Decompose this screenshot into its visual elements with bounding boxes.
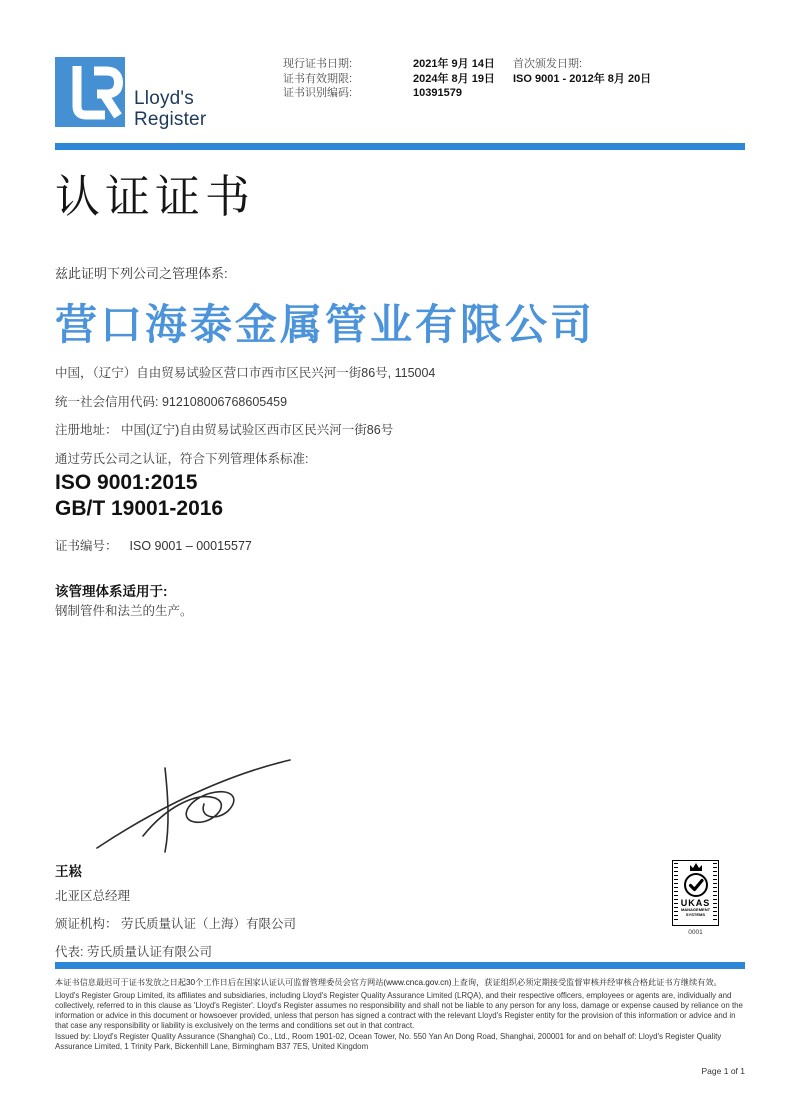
scope-text: 钢制管件和法兰的生产。	[55, 604, 193, 618]
wordmark-line1: Lloyd's	[134, 88, 194, 109]
page-number: Page 1 of 1	[701, 1066, 745, 1076]
on-behalf-line: 代表: 劳氏质量认证有限公司	[55, 945, 212, 959]
lloyds-register-logo-icon	[55, 57, 125, 127]
ukas-number: 0001	[688, 929, 703, 936]
intro-line: 兹此证明下列公司之管理体系:	[55, 266, 228, 281]
wordmark-line2: Register	[134, 109, 207, 130]
footer-divider-bar	[55, 962, 745, 969]
footer-en-disclaimer: Lloyd's Register Group Limited, its affiliates and subsidiaries, including Lloyd's Register Quality Assurance Limited (LRQA), and their respective officers, employees or agents are, individually and collectively, referred to in this clause as 'Lloyd's Register'. Lloyd's Register assumes no responsibility and shall not be liable to any person for any loss, damage or expense caused by reliance on the information or advice in this document or howsoever provided, unless that person has signed a contract with the relevant Lloyd's Register entity for the provision of this information or advice and in that case any responsibility or liability is exclusively on the terms and conditions set out in that contract.	[55, 991, 743, 1030]
header-divider-bar	[55, 143, 745, 150]
cert-expiry-label: 证书有效期限:	[283, 72, 353, 85]
ukas-sub	[681, 908, 710, 917]
signatory-name: 王崧	[55, 864, 82, 879]
company-address: 中国，（辽宁）自由贸易试验区营口市西市区民兴河一街86号, 115004	[55, 366, 436, 380]
cert-identity-label: 证书识别编码:	[283, 87, 353, 99]
registered-address-line: 注册地址： 中国(辽宁)自由贸易试验区西市区民兴河一街86号	[55, 423, 394, 437]
footer	[55, 977, 747, 1052]
scope-heading: 该管理体系适用于:	[55, 584, 168, 599]
ukas-word: UKAS	[680, 898, 711, 908]
lloyds-register-wordmark	[134, 88, 206, 130]
first-issue-value: ISO 9001 - 2012年 8月 20日	[513, 72, 652, 85]
first-issue-block	[513, 57, 651, 86]
company-name: 营口海泰金属管业有限公司	[55, 301, 596, 348]
current-cert-date-label: 现行证书日期:	[283, 58, 353, 70]
signature-image	[85, 748, 315, 863]
ukas-ticks-right	[713, 863, 717, 923]
issuing-office-line: 颁证机构： 劳氏质量认证（上海）有限公司	[55, 917, 296, 931]
footer-cn-notice: 本证书信息最迟可于证书发放之日起30个工作日后在国家认证认可监督管理委员会官方网站(www.cnca.gov.cn)上查询，获证组织必须定期接受监督审核并经审核合格此证书方继续有效。	[55, 978, 722, 987]
ukas-sub-line2: SYSTEMS	[685, 911, 706, 917]
check-circle-icon	[683, 872, 709, 898]
certificate-number-value: ISO 9001 – 00015577	[129, 539, 252, 553]
first-issue-label: 首次颁发日期:	[513, 58, 583, 70]
signatory-title: 北亚区总经理	[55, 889, 131, 903]
certificate-meta-values	[413, 57, 495, 101]
standard-iso-9001: ISO 9001:2015	[55, 471, 198, 494]
ukas-inner	[679, 862, 712, 924]
approval-statement-line: 通过劳氏公司之认证，符合下列管理体系标准:	[55, 452, 309, 466]
ukas-accreditation-mark-icon	[672, 860, 719, 926]
standards-list	[55, 470, 223, 522]
certificate-meta-labels	[283, 57, 352, 101]
social-credit-code-line: 统一社会信用代码: 912108006768605459	[55, 395, 288, 409]
certificate-number-label: 证书编号：	[55, 539, 118, 553]
crown-icon	[688, 862, 704, 872]
footer-issued-by: Issued by: Lloyd's Register Quality Assurance (Shanghai) Co., Ltd., Room 1901-02, Ocean Tower, No. 550 Yan An Dong Road, Shanghai, 200001 for and on behalf of: Lloyd's Register Quality Assurance Limited, 1 Trinity Park, Bickenhill Lane, Birmingham B37 7ES, United Kingdom	[55, 1032, 722, 1051]
current-cert-date-value: 2021年 9月 14日	[413, 58, 495, 70]
document-title: 认证证书	[55, 172, 256, 222]
standard-gbt-19001: GB/T 19001-2016	[55, 497, 224, 520]
cert-expiry-value: 2024年 8月 19日	[413, 72, 495, 85]
certificate-number-line	[55, 536, 252, 554]
ukas-sub-line1: MANAGEMENT	[680, 907, 711, 912]
cert-identity-value: 10391579	[413, 87, 462, 99]
ukas-ticks-left	[674, 863, 678, 923]
